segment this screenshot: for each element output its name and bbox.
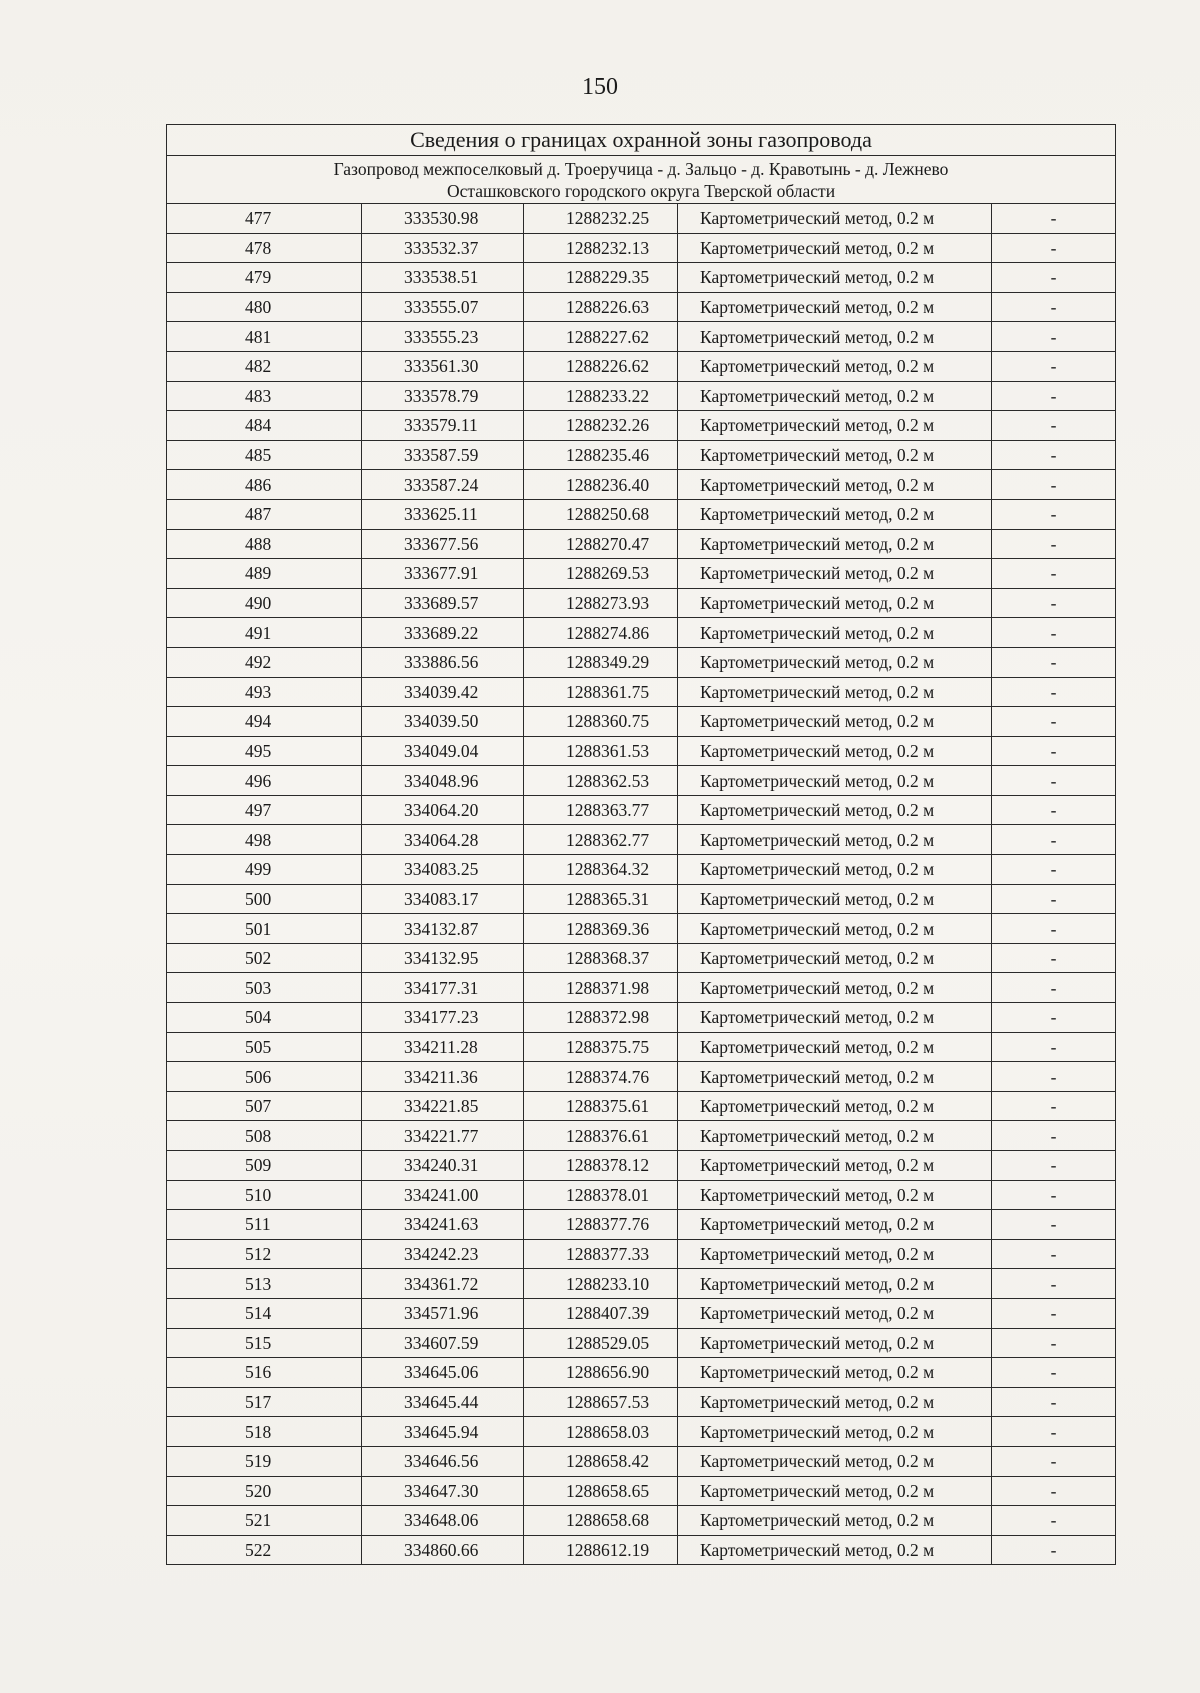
note-cell: - <box>992 647 1116 677</box>
point-number-cell: 489 <box>167 559 362 589</box>
accuracy-method-cell: Картометрический метод, 0.2 м <box>678 588 992 618</box>
point-number-cell: 516 <box>167 1358 362 1388</box>
accuracy-method-cell: Картометрический метод, 0.2 м <box>678 1210 992 1240</box>
x-coordinate-cell: 333677.91 <box>362 559 524 589</box>
y-coordinate-cell: 1288612.19 <box>524 1535 678 1565</box>
accuracy-method-cell: Картометрический метод, 0.2 м <box>678 1476 992 1506</box>
y-coordinate-cell: 1288233.22 <box>524 381 678 411</box>
x-coordinate-cell: 334083.25 <box>362 855 524 885</box>
accuracy-method-cell: Картометрический метод, 0.2 м <box>678 381 992 411</box>
note-cell: - <box>992 470 1116 500</box>
note-cell: - <box>992 855 1116 885</box>
point-number-cell: 481 <box>167 322 362 352</box>
x-coordinate-cell: 333530.98 <box>362 204 524 234</box>
table-row <box>167 1180 1116 1210</box>
accuracy-method-cell: Картометрический метод, 0.2 м <box>678 292 992 322</box>
table-row <box>167 707 1116 737</box>
accuracy-method-cell: Картометрический метод, 0.2 м <box>678 233 992 263</box>
table-row <box>167 204 1116 234</box>
point-number-cell: 510 <box>167 1180 362 1210</box>
table-row <box>167 825 1116 855</box>
point-number-cell: 513 <box>167 1269 362 1299</box>
point-number-cell: 480 <box>167 292 362 322</box>
x-coordinate-cell: 334049.04 <box>362 736 524 766</box>
note-cell: - <box>992 1328 1116 1358</box>
page-number: 150 <box>582 74 618 100</box>
y-coordinate-cell: 1288232.25 <box>524 204 678 234</box>
point-number-cell: 494 <box>167 707 362 737</box>
table-row <box>167 795 1116 825</box>
point-number-cell: 485 <box>167 440 362 470</box>
table-row <box>167 1091 1116 1121</box>
accuracy-method-cell: Картометрический метод, 0.2 м <box>678 529 992 559</box>
point-number-cell: 492 <box>167 647 362 677</box>
x-coordinate-cell: 334241.00 <box>362 1180 524 1210</box>
table-row <box>167 411 1116 441</box>
note-cell: - <box>992 1535 1116 1565</box>
y-coordinate-cell: 1288362.77 <box>524 825 678 855</box>
note-cell: - <box>992 1417 1116 1447</box>
table-row <box>167 1062 1116 1092</box>
point-number-cell: 488 <box>167 529 362 559</box>
point-number-cell: 520 <box>167 1476 362 1506</box>
table-row <box>167 1003 1116 1033</box>
note-cell: - <box>992 1062 1116 1092</box>
x-coordinate-cell: 334083.17 <box>362 884 524 914</box>
point-number-cell: 517 <box>167 1387 362 1417</box>
x-coordinate-cell: 334860.66 <box>362 1535 524 1565</box>
y-coordinate-cell: 1288372.98 <box>524 1003 678 1033</box>
accuracy-method-cell: Картометрический метод, 0.2 м <box>678 470 992 500</box>
point-number-cell: 496 <box>167 766 362 796</box>
point-number-cell: 522 <box>167 1535 362 1565</box>
point-number-cell: 478 <box>167 233 362 263</box>
table-row <box>167 351 1116 381</box>
table-row <box>167 1032 1116 1062</box>
point-number-cell: 487 <box>167 499 362 529</box>
x-coordinate-cell: 333555.07 <box>362 292 524 322</box>
accuracy-method-cell: Картометрический метод, 0.2 м <box>678 1417 992 1447</box>
point-number-cell: 515 <box>167 1328 362 1358</box>
y-coordinate-cell: 1288232.26 <box>524 411 678 441</box>
table-row <box>167 618 1116 648</box>
y-coordinate-cell: 1288235.46 <box>524 440 678 470</box>
x-coordinate-cell: 334240.31 <box>362 1151 524 1181</box>
table-row <box>167 292 1116 322</box>
table-row <box>167 470 1116 500</box>
y-coordinate-cell: 1288656.90 <box>524 1358 678 1388</box>
y-coordinate-cell: 1288236.40 <box>524 470 678 500</box>
note-cell: - <box>992 1210 1116 1240</box>
note-cell: - <box>992 766 1116 796</box>
x-coordinate-cell: 333538.51 <box>362 263 524 293</box>
accuracy-method-cell: Картометрический метод, 0.2 м <box>678 204 992 234</box>
y-coordinate-cell: 1288233.10 <box>524 1269 678 1299</box>
point-number-cell: 490 <box>167 588 362 618</box>
y-coordinate-cell: 1288361.75 <box>524 677 678 707</box>
y-coordinate-cell: 1288273.93 <box>524 588 678 618</box>
y-coordinate-cell: 1288529.05 <box>524 1328 678 1358</box>
x-coordinate-cell: 334241.63 <box>362 1210 524 1240</box>
y-coordinate-cell: 1288269.53 <box>524 559 678 589</box>
note-cell: - <box>992 1003 1116 1033</box>
note-cell: - <box>992 1298 1116 1328</box>
note-cell: - <box>992 943 1116 973</box>
y-coordinate-cell: 1288369.36 <box>524 914 678 944</box>
y-coordinate-cell: 1288274.86 <box>524 618 678 648</box>
x-coordinate-cell: 334039.50 <box>362 707 524 737</box>
note-cell: - <box>992 736 1116 766</box>
accuracy-method-cell: Картометрический метод, 0.2 м <box>678 1328 992 1358</box>
note-cell: - <box>992 914 1116 944</box>
x-coordinate-cell: 334048.96 <box>362 766 524 796</box>
accuracy-method-cell: Картометрический метод, 0.2 м <box>678 766 992 796</box>
accuracy-method-cell: Картометрический метод, 0.2 м <box>678 1358 992 1388</box>
point-number-cell: 507 <box>167 1091 362 1121</box>
table-title-row <box>167 125 1116 156</box>
note-cell: - <box>992 1358 1116 1388</box>
y-coordinate-cell: 1288374.76 <box>524 1062 678 1092</box>
note-cell: - <box>992 707 1116 737</box>
accuracy-method-cell: Картометрический метод, 0.2 м <box>678 559 992 589</box>
y-coordinate-cell: 1288658.68 <box>524 1506 678 1536</box>
accuracy-method-cell: Картометрический метод, 0.2 м <box>678 1387 992 1417</box>
boundary-coordinates-table <box>166 124 1116 1565</box>
point-number-cell: 491 <box>167 618 362 648</box>
accuracy-method-cell: Картометрический метод, 0.2 м <box>678 943 992 973</box>
y-coordinate-cell: 1288378.12 <box>524 1151 678 1181</box>
point-number-cell: 479 <box>167 263 362 293</box>
x-coordinate-cell: 334647.30 <box>362 1476 524 1506</box>
x-coordinate-cell: 334211.28 <box>362 1032 524 1062</box>
point-number-cell: 505 <box>167 1032 362 1062</box>
x-coordinate-cell: 334211.36 <box>362 1062 524 1092</box>
y-coordinate-cell: 1288378.01 <box>524 1180 678 1210</box>
x-coordinate-cell: 334221.77 <box>362 1121 524 1151</box>
y-coordinate-cell: 1288232.13 <box>524 233 678 263</box>
table-row <box>167 1417 1116 1447</box>
x-coordinate-cell: 333625.11 <box>362 499 524 529</box>
note-cell: - <box>992 1151 1116 1181</box>
table-row <box>167 1298 1116 1328</box>
point-number-cell: 482 <box>167 351 362 381</box>
x-coordinate-cell: 334064.20 <box>362 795 524 825</box>
table-title: Сведения о границах охранной зоны газопровода <box>167 125 1116 156</box>
x-coordinate-cell: 333587.59 <box>362 440 524 470</box>
x-coordinate-cell: 334177.23 <box>362 1003 524 1033</box>
accuracy-method-cell: Картометрический метод, 0.2 м <box>678 1003 992 1033</box>
x-coordinate-cell: 334646.56 <box>362 1446 524 1476</box>
accuracy-method-cell: Картометрический метод, 0.2 м <box>678 499 992 529</box>
note-cell: - <box>992 1032 1116 1062</box>
accuracy-method-cell: Картометрический метод, 0.2 м <box>678 1239 992 1269</box>
note-cell: - <box>992 884 1116 914</box>
accuracy-method-cell: Картометрический метод, 0.2 м <box>678 884 992 914</box>
x-coordinate-cell: 333561.30 <box>362 351 524 381</box>
accuracy-method-cell: Картометрический метод, 0.2 м <box>678 736 992 766</box>
point-number-cell: 514 <box>167 1298 362 1328</box>
note-cell: - <box>992 1387 1116 1417</box>
table-row <box>167 381 1116 411</box>
x-coordinate-cell: 334039.42 <box>362 677 524 707</box>
table-row <box>167 677 1116 707</box>
accuracy-method-cell: Картометрический метод, 0.2 м <box>678 1506 992 1536</box>
accuracy-method-cell: Картометрический метод, 0.2 м <box>678 618 992 648</box>
accuracy-method-cell: Картометрический метод, 0.2 м <box>678 1151 992 1181</box>
table-row <box>167 233 1116 263</box>
accuracy-method-cell: Картометрический метод, 0.2 м <box>678 1032 992 1062</box>
y-coordinate-cell: 1288363.77 <box>524 795 678 825</box>
table-row <box>167 559 1116 589</box>
point-number-cell: 484 <box>167 411 362 441</box>
x-coordinate-cell: 334645.44 <box>362 1387 524 1417</box>
y-coordinate-cell: 1288368.37 <box>524 943 678 973</box>
accuracy-method-cell: Картометрический метод, 0.2 м <box>678 677 992 707</box>
table-row <box>167 973 1116 1003</box>
accuracy-method-cell: Картометрический метод, 0.2 м <box>678 1091 992 1121</box>
point-number-cell: 498 <box>167 825 362 855</box>
y-coordinate-cell: 1288229.35 <box>524 263 678 293</box>
table-subtitle-line-1: Газопровод межпоселковый д. Троеручица - д. Зальцо - д. Кравотынь - д. Лежнево <box>333 158 949 179</box>
table-row <box>167 1239 1116 1269</box>
table-row <box>167 1506 1116 1536</box>
point-number-cell: 497 <box>167 795 362 825</box>
x-coordinate-cell: 333689.22 <box>362 618 524 648</box>
note-cell: - <box>992 440 1116 470</box>
note-cell: - <box>992 263 1116 293</box>
table-row <box>167 1446 1116 1476</box>
note-cell: - <box>992 1506 1116 1536</box>
x-coordinate-cell: 333886.56 <box>362 647 524 677</box>
point-number-cell: 518 <box>167 1417 362 1447</box>
note-cell: - <box>992 499 1116 529</box>
x-coordinate-cell: 333689.57 <box>362 588 524 618</box>
accuracy-method-cell: Картометрический метод, 0.2 м <box>678 263 992 293</box>
x-coordinate-cell: 334064.28 <box>362 825 524 855</box>
accuracy-method-cell: Картометрический метод, 0.2 м <box>678 647 992 677</box>
accuracy-method-cell: Картометрический метод, 0.2 м <box>678 440 992 470</box>
x-coordinate-cell: 334361.72 <box>362 1269 524 1299</box>
table-row <box>167 1387 1116 1417</box>
x-coordinate-cell: 333555.23 <box>362 322 524 352</box>
y-coordinate-cell: 1288376.61 <box>524 1121 678 1151</box>
note-cell: - <box>992 618 1116 648</box>
note-cell: - <box>992 1091 1116 1121</box>
accuracy-method-cell: Картометрический метод, 0.2 м <box>678 322 992 352</box>
table-row <box>167 440 1116 470</box>
point-number-cell: 501 <box>167 914 362 944</box>
y-coordinate-cell: 1288371.98 <box>524 973 678 1003</box>
table-row <box>167 736 1116 766</box>
note-cell: - <box>992 1180 1116 1210</box>
accuracy-method-cell: Картометрический метод, 0.2 м <box>678 707 992 737</box>
point-number-cell: 508 <box>167 1121 362 1151</box>
table-row <box>167 1121 1116 1151</box>
y-coordinate-cell: 1288377.33 <box>524 1239 678 1269</box>
y-coordinate-cell: 1288375.75 <box>524 1032 678 1062</box>
accuracy-method-cell: Картометрический метод, 0.2 м <box>678 1062 992 1092</box>
note-cell: - <box>992 588 1116 618</box>
table-row <box>167 884 1116 914</box>
accuracy-method-cell: Картометрический метод, 0.2 м <box>678 795 992 825</box>
note-cell: - <box>992 677 1116 707</box>
y-coordinate-cell: 1288226.62 <box>524 351 678 381</box>
note-cell: - <box>992 1121 1116 1151</box>
note-cell: - <box>992 795 1116 825</box>
note-cell: - <box>992 1269 1116 1299</box>
point-number-cell: 521 <box>167 1506 362 1536</box>
table-row <box>167 1328 1116 1358</box>
point-number-cell: 499 <box>167 855 362 885</box>
table-row <box>167 322 1116 352</box>
y-coordinate-cell: 1288658.65 <box>524 1476 678 1506</box>
point-number-cell: 504 <box>167 1003 362 1033</box>
x-coordinate-cell: 334648.06 <box>362 1506 524 1536</box>
point-number-cell: 486 <box>167 470 362 500</box>
x-coordinate-cell: 333578.79 <box>362 381 524 411</box>
y-coordinate-cell: 1288407.39 <box>524 1298 678 1328</box>
table-subtitle-line-2: Осташковского городского округа Тверской области <box>446 180 836 201</box>
table-row <box>167 943 1116 973</box>
x-coordinate-cell: 333532.37 <box>362 233 524 263</box>
note-cell: - <box>992 292 1116 322</box>
note-cell: - <box>992 1446 1116 1476</box>
x-coordinate-cell: 334571.96 <box>362 1298 524 1328</box>
y-coordinate-cell: 1288250.68 <box>524 499 678 529</box>
accuracy-method-cell: Картометрический метод, 0.2 м <box>678 1446 992 1476</box>
table-row <box>167 855 1116 885</box>
accuracy-method-cell: Картометрический метод, 0.2 м <box>678 411 992 441</box>
note-cell: - <box>992 825 1116 855</box>
note-cell: - <box>992 351 1116 381</box>
y-coordinate-cell: 1288226.63 <box>524 292 678 322</box>
y-coordinate-cell: 1288361.53 <box>524 736 678 766</box>
x-coordinate-cell: 333579.11 <box>362 411 524 441</box>
x-coordinate-cell: 334132.95 <box>362 943 524 973</box>
x-coordinate-cell: 334645.06 <box>362 1358 524 1388</box>
x-coordinate-cell: 334177.31 <box>362 973 524 1003</box>
y-coordinate-cell: 1288657.53 <box>524 1387 678 1417</box>
note-cell: - <box>992 1476 1116 1506</box>
point-number-cell: 512 <box>167 1239 362 1269</box>
table-row <box>167 588 1116 618</box>
y-coordinate-cell: 1288362.53 <box>524 766 678 796</box>
y-coordinate-cell: 1288364.32 <box>524 855 678 885</box>
accuracy-method-cell: Картометрический метод, 0.2 м <box>678 1535 992 1565</box>
table-row <box>167 1535 1116 1565</box>
accuracy-method-cell: Картометрический метод, 0.2 м <box>678 1180 992 1210</box>
table-row <box>167 263 1116 293</box>
table-row <box>167 1476 1116 1506</box>
note-cell: - <box>992 322 1116 352</box>
accuracy-method-cell: Картометрический метод, 0.2 м <box>678 973 992 1003</box>
y-coordinate-cell: 1288349.29 <box>524 647 678 677</box>
note-cell: - <box>992 411 1116 441</box>
note-cell: - <box>992 1239 1116 1269</box>
x-coordinate-cell: 334645.94 <box>362 1417 524 1447</box>
table-row <box>167 766 1116 796</box>
point-number-cell: 511 <box>167 1210 362 1240</box>
point-number-cell: 506 <box>167 1062 362 1092</box>
note-cell: - <box>992 559 1116 589</box>
table-row <box>167 647 1116 677</box>
point-number-cell: 493 <box>167 677 362 707</box>
table-row <box>167 1210 1116 1240</box>
accuracy-method-cell: Картометрический метод, 0.2 м <box>678 825 992 855</box>
point-number-cell: 503 <box>167 973 362 1003</box>
accuracy-method-cell: Картометрический метод, 0.2 м <box>678 1121 992 1151</box>
y-coordinate-cell: 1288658.03 <box>524 1417 678 1447</box>
y-coordinate-cell: 1288375.61 <box>524 1091 678 1121</box>
note-cell: - <box>992 233 1116 263</box>
table-row <box>167 1151 1116 1181</box>
point-number-cell: 502 <box>167 943 362 973</box>
note-cell: - <box>992 204 1116 234</box>
note-cell: - <box>992 973 1116 1003</box>
y-coordinate-cell: 1288658.42 <box>524 1446 678 1476</box>
accuracy-method-cell: Картометрический метод, 0.2 м <box>678 1269 992 1299</box>
accuracy-method-cell: Картометрический метод, 0.2 м <box>678 1298 992 1328</box>
x-coordinate-cell: 334132.87 <box>362 914 524 944</box>
note-cell: - <box>992 381 1116 411</box>
table-row <box>167 1358 1116 1388</box>
y-coordinate-cell: 1288377.76 <box>524 1210 678 1240</box>
y-coordinate-cell: 1288365.31 <box>524 884 678 914</box>
table-row <box>167 1269 1116 1299</box>
x-coordinate-cell: 334607.59 <box>362 1328 524 1358</box>
table-row <box>167 529 1116 559</box>
table-row <box>167 499 1116 529</box>
point-number-cell: 483 <box>167 381 362 411</box>
accuracy-method-cell: Картометрический метод, 0.2 м <box>678 351 992 381</box>
y-coordinate-cell: 1288360.75 <box>524 707 678 737</box>
x-coordinate-cell: 334242.23 <box>362 1239 524 1269</box>
point-number-cell: 500 <box>167 884 362 914</box>
point-number-cell: 509 <box>167 1151 362 1181</box>
point-number-cell: 477 <box>167 204 362 234</box>
point-number-cell: 495 <box>167 736 362 766</box>
x-coordinate-cell: 333587.24 <box>362 470 524 500</box>
x-coordinate-cell: 333677.56 <box>362 529 524 559</box>
y-coordinate-cell: 1288227.62 <box>524 322 678 352</box>
table-subtitle-row <box>167 156 1116 204</box>
table-row <box>167 914 1116 944</box>
accuracy-method-cell: Картометрический метод, 0.2 м <box>678 855 992 885</box>
y-coordinate-cell: 1288270.47 <box>524 529 678 559</box>
table-subtitle <box>167 156 1116 204</box>
accuracy-method-cell: Картометрический метод, 0.2 м <box>678 914 992 944</box>
point-number-cell: 519 <box>167 1446 362 1476</box>
note-cell: - <box>992 529 1116 559</box>
x-coordinate-cell: 334221.85 <box>362 1091 524 1121</box>
